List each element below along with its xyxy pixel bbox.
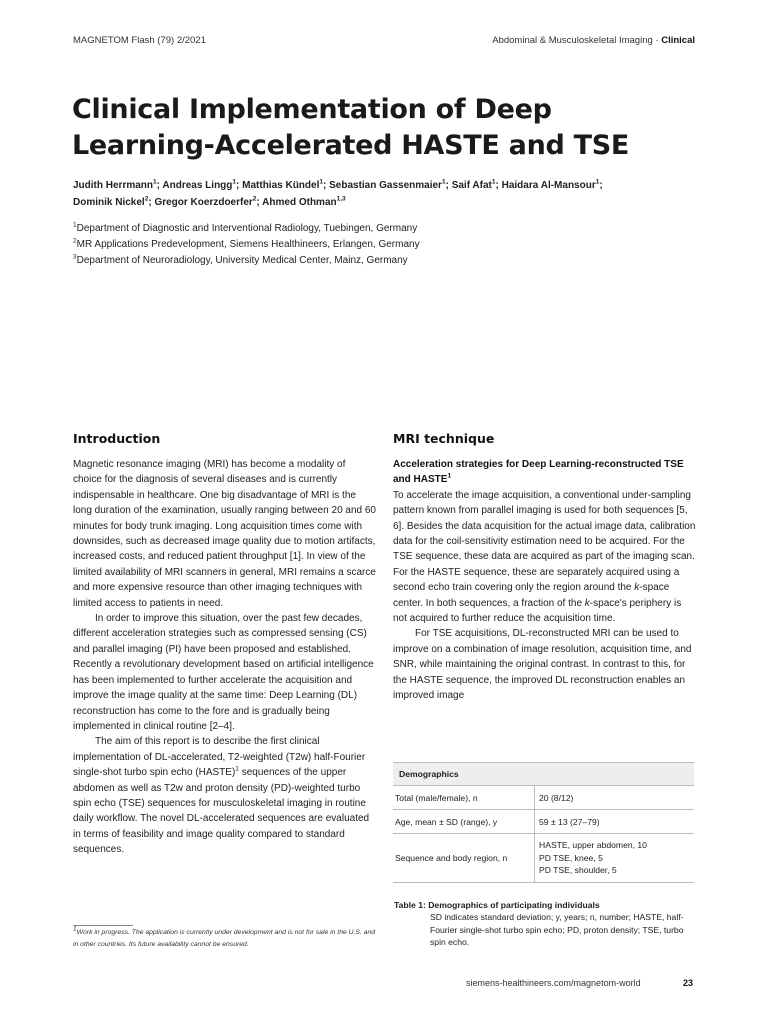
page-number: 23: [683, 978, 694, 988]
body-paragraph: For TSE acquisitions, DL-reconstructed MRI can be used to improve on a combination of image resolution, acquisition time, and SNR, while maintaining the original contrast. In contrast to this, for the HASTE sequence, the improved DL reconstruction enables an improved image: [393, 628, 692, 702]
body-paragraph: In order to improve this situation, over the past few decades, different acceleration strategies such as compressed sensing (CS) and parallel imaging (PI) have been proposed and established. Recently a revolutionary development based on artificial intelligence has been implemented to further accelerate the acquisition and improve the image quality at the same time: Deep Learning (DL) reconstruction has come to the fore and is gradually being implemented in clinical routine [2–4].: [73, 613, 374, 732]
table-header: Demographics: [393, 763, 694, 786]
author-list: [73, 177, 693, 211]
table-row: [393, 834, 694, 883]
section-label: Abdominal & Musculoskeletal Imaging ·: [492, 35, 662, 46]
section-emphasis: Clinical: [661, 35, 695, 46]
author: Ahmed Othman$^{1,3}$: [262, 195, 346, 208]
table-cell-label: Age, mean ± SD (range), y: [393, 810, 535, 834]
table-row: [393, 810, 694, 834]
author: Dominik Nickel$^2$;: [73, 195, 155, 208]
table-caption-body: SD indicates standard deviation; y, years; n, number; HASTE, half-Fourier single-shot turbo spin echo; PD, proton density; TSE, turbo spin echo.: [430, 912, 684, 947]
running-header-section: [492, 35, 695, 46]
table-row: [393, 786, 694, 810]
affiliation: $^1$Department of Diagnostic and Interventional Radiology, Tuebingen, Germany: [73, 221, 418, 234]
body-paragraph: The aim of this report is to describe the first clinical implementation of DL-accelerated, T2-weighted (T2w) half-Fourier single-shot turbo spin echo (HASTE)$^1$ sequences of the upper abdomen as well as T2w and proton density (PD)-weighted turbo spin echo (TSE) sequences for musculoskeletal imaging in routine daily workflow. The novel DL-accelerated sequences are evaluated in terms of feasibility and image quality compared to standard sequences.: [73, 736, 370, 856]
footnote: $^1$Work in progress. The application is currently under development and is not for sale in the U.S. and in other countries. Its future availability cannot be ensured.: [73, 925, 376, 948]
author: Andreas Lingg$^1$;: [162, 178, 243, 191]
article-title: Clinical Implementation of Deep Learning-Accelerated HASTE and TSE: [72, 94, 630, 161]
author: Haidara Al-Mansour$^1$;: [501, 178, 603, 191]
footnote-marker: 1: [235, 765, 239, 773]
author: Judith Herrmann$^1$;: [73, 178, 163, 191]
body-paragraph: To accelerate the image acquisition, a conventional under-sampling pattern known from parallel imaging is used for both sequences [5, 6]. Besides the data acquisition for the actual image data, calibration data for the coil-sensitivity estimation need to be acquired. For the TSE sequence, these data are acquired as part of the imaging scan. For the HASTE sequence, these are separately acquired using a second echo train covering only the region around the k-space center. In both sequences, a fraction of the k-space's periphery is not acquired to further reduce the acquisition time.: [393, 489, 696, 625]
section-heading-introduction: Introduction: [73, 431, 161, 446]
table-cell-value: HASTE, upper abdomen, 10 PD TSE, knee, 5 PD TSE, shoulder, 5: [535, 834, 695, 883]
author: Sebastian Gassenmaier$^1$;: [329, 178, 452, 191]
introduction-section: [73, 430, 376, 858]
author: Matthias Kündel$^1$;: [242, 178, 330, 191]
section-heading-mri-technique: MRI technique: [393, 431, 495, 446]
table-cell-label: Total (male/female), n: [393, 786, 535, 810]
subsection-heading: Acceleration strategies for Deep Learning-reconstructed TSE and HASTE$^1$: [393, 459, 684, 486]
table-caption: [394, 899, 694, 948]
author: Saif Afat$^1$;: [451, 178, 502, 191]
running-header-journal: MAGNETOM Flash (79) 2/2021: [73, 35, 206, 46]
affiliation: $^2$MR Applications Predevelopment, Siemens Healthineers, Erlangen, Germany: [73, 237, 420, 250]
table-caption-title: Table 1: Demographics of participating individuals: [394, 900, 600, 910]
table-cell-label: Sequence and body region, n: [393, 834, 535, 883]
affiliation: $^3$Department of Neuroradiology, University Medical Center, Mainz, Germany: [73, 253, 408, 266]
affiliation-list: [73, 221, 693, 269]
author: Gregor Koerzdoerfer$^2$;: [154, 195, 263, 208]
footer-url-link[interactable]: siemens-healthineers.com/magnetom-world: [466, 978, 641, 988]
demographics-table: [393, 762, 694, 883]
table-cell-value: 59 ± 13 (27–79): [535, 810, 695, 834]
mri-technique-section: [393, 430, 696, 704]
footnote-divider: [73, 925, 133, 926]
body-paragraph: Magnetic resonance imaging (MRI) has become a modality of choice for the diagnosis of several diseases and is currently indispensable in healthcare. One big disadvantage of MRI is the long duration of the examination, usually ranging between 20 and 60 minutes for body trunk imaging. Long acquisition times come with downsides, such as decreased image quality due to motion artifacts, increased costs, and reduced patient throughput [1]. In view of the limited availability of MRI scanners in general, MRI remains a scarce and more expensive resource than other imaging techniques with limited access to patients in need.: [73, 459, 376, 609]
table-cell-value: 20 (8/12): [535, 786, 695, 810]
